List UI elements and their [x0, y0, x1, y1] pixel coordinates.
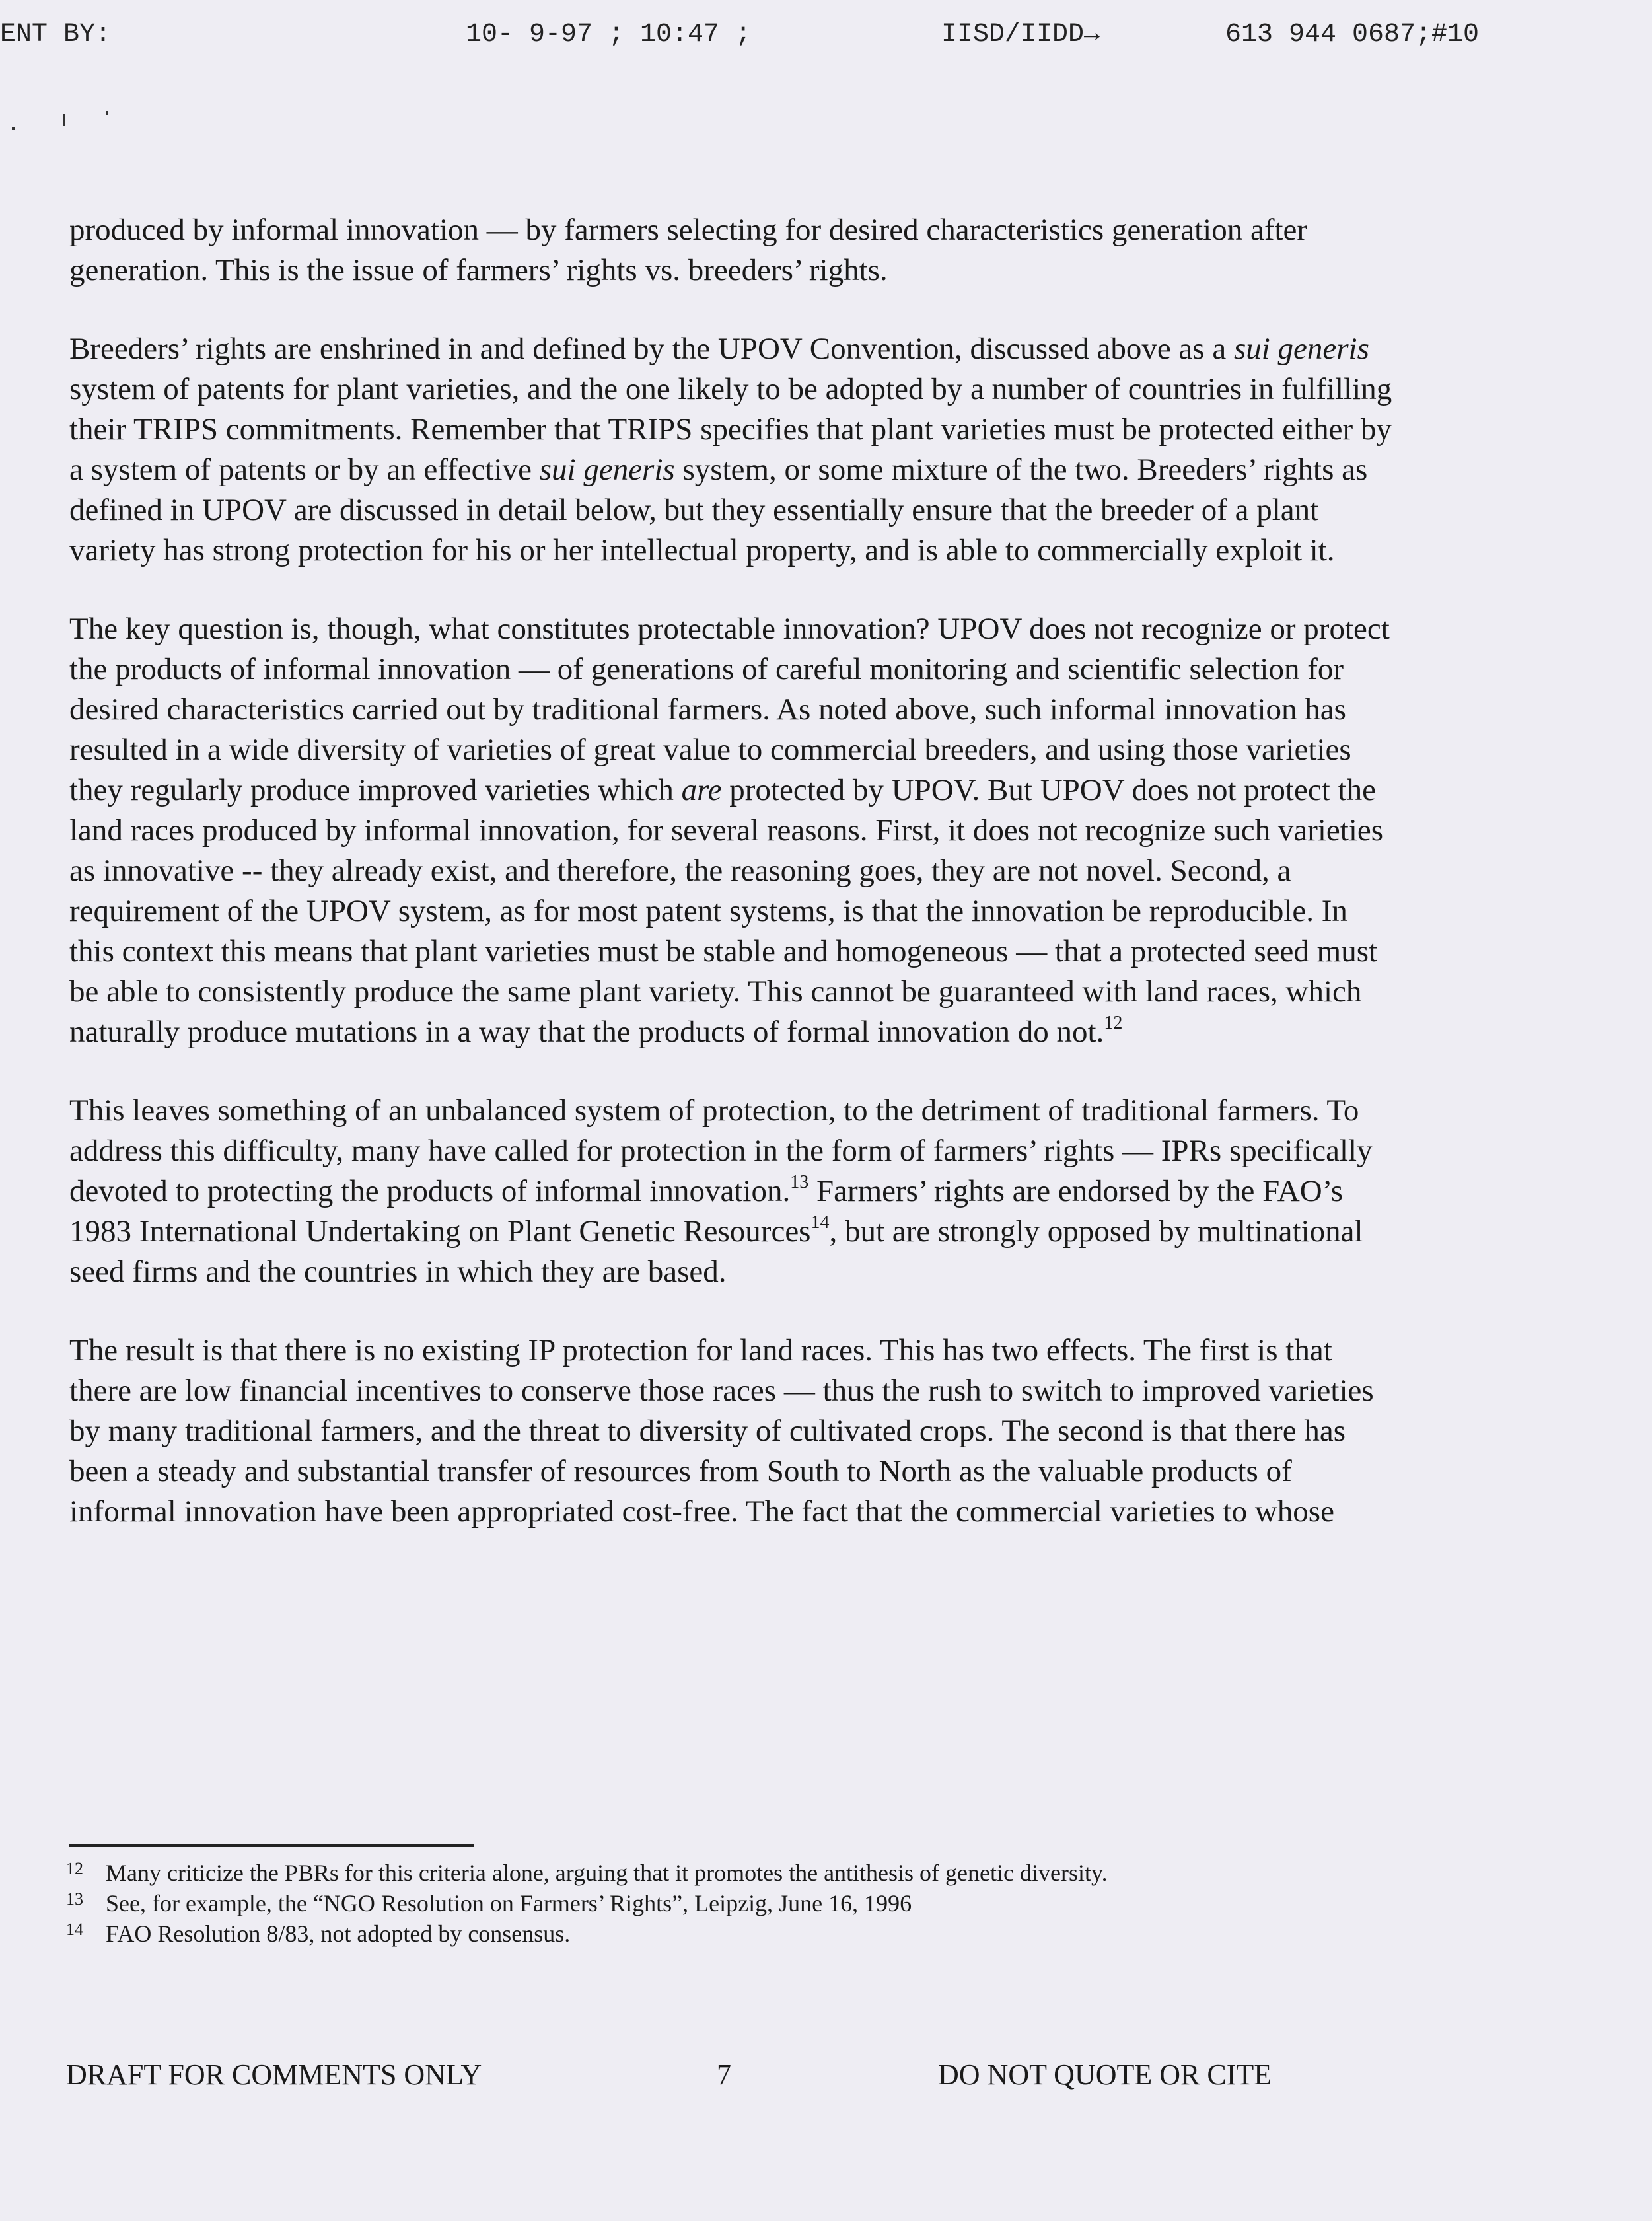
fax-sent-by: ENT BY:	[0, 20, 112, 50]
footnote-number: 13	[66, 1889, 83, 1909]
paragraph: The key question is, though, what constitutes protectable innovation? UPOV does not recognize or protect the products of informal innovation — of generations of careful monitoring and scientific selection for desired characteristics carried out by traditional farmers. As noted above, such informal innovation has resulted in a wide diversity of varieties of great value to commercial breeders, and using those varieties they regularly produce improved varieties which are protected by UPOV. But UPOV does not protect the land races produced by informal innovation, for several reasons. First, it does not recognize such varieties as innovative -- they already exist, and therefore, the reasoning goes, they are not novel. Second, a requirement of the UPOV system, as for most patent systems, is that the innovation be reproducible. In this context this means that plant varieties must be stable and homogeneous — that a protected seed must be able to consistently produce the same plant variety. This cannot be guaranteed with land races, which naturally produce mutations in a way that the products of formal innovation do not.$^{12}$	[69, 612, 1390, 1049]
draft-notice: DRAFT FOR COMMENTS ONLY	[66, 2058, 482, 2091]
footnote-text: See, for example, the “NGO Resolution on Farmers’ Rights”, Leipzig, June 16, 1996	[106, 1890, 912, 1916]
footnote-number: 12	[66, 1859, 83, 1878]
scan-mark	[106, 111, 108, 115]
paragraph: The result is that there is no existing IP protection for land races. This has two effects. The first is that there are low financial incentives to conserve those races — thus the rush to switch to improved varieties by many traditional farmers, and the threat to diversity of cultivated crops. The second is that there has been a steady and substantial transfer of resources from South to North as the valuable products of informal innovation have been appropriated cost-free. The fact that the commercial varieties to whose	[69, 1333, 1374, 1529]
paragraph: This leaves something of an unbalanced system of protection, to the detriment of traditional farmers. To address this difficulty, many have called for protection in the form of farmers’ rights — IPRs specifically devoted to protecting the products of informal innovation.$^{13}$ Farmers’ rights are endorsed by the FAO’s 1983 International Undertaking on Plant Genetic Resources$^{14}$, but are strongly opposed by multinational seed firms and the countries in which they are based.	[69, 1093, 1373, 1289]
footnote	[66, 1918, 1321, 1949]
fax-header	[0, 20, 1652, 59]
footnote-ref: 14	[810, 1212, 830, 1233]
paragraph: Breeders’ rights are enshrined in and defined by the UPOV Convention, discussed above as a sui generis system of patents for plant varieties, and the one likely to be adopted by a number of countries in fulfilling their TRIPS commitments. Remember that TRIPS specifies that plant varieties must be protected either by a system of patents or by an effective sui generis system, or some mixture of the two. Breeders’ rights as defined in UPOV are discussed in detail below, but they essentially ensure that the breeder of a plant variety has strong protection for his or her intellectual property, and is able to commercially exploit it.	[69, 332, 1392, 567]
page-footer	[0, 2058, 1652, 2097]
citation-notice: DO NOT QUOTE OR CITE	[938, 2058, 1272, 2091]
footnote-number: 14	[66, 1920, 83, 1939]
fax-datetime: 10- 9-97 ; 10:47 ;	[466, 20, 752, 50]
scan-mark	[63, 114, 65, 126]
footnote-text: FAO Resolution 8/83, not adopted by consensus.	[106, 1920, 571, 1947]
footnote	[66, 1858, 1321, 1888]
fax-department: IISD/IIDD→	[941, 20, 1100, 50]
document-body	[69, 210, 1397, 1532]
footnote-ref: 12	[1104, 1013, 1123, 1033]
footnote-divider	[69, 1844, 474, 1847]
page-number: 7	[717, 2058, 731, 2091]
footnote	[66, 1888, 1321, 1918]
italic-term: sui generis	[539, 453, 675, 487]
footnote-text: Many criticize the PBRs for this criteria alone, arguing that it promotes the antithesis of genetic diversity.	[106, 1860, 1108, 1886]
fax-phone-page: 613 944 0687;#10	[1225, 20, 1480, 50]
italic-term: sui generis	[1233, 332, 1369, 366]
scan-mark	[12, 127, 15, 130]
italic-term: are	[681, 773, 722, 807]
footnote-ref: 13	[790, 1172, 809, 1192]
footnotes	[66, 1858, 1321, 1949]
paragraph: produced by informal innovation — by farmers selecting for desired characteristics generation after generation. This is the issue of farmers’ rights vs. breeders’ rights.	[69, 213, 1308, 287]
